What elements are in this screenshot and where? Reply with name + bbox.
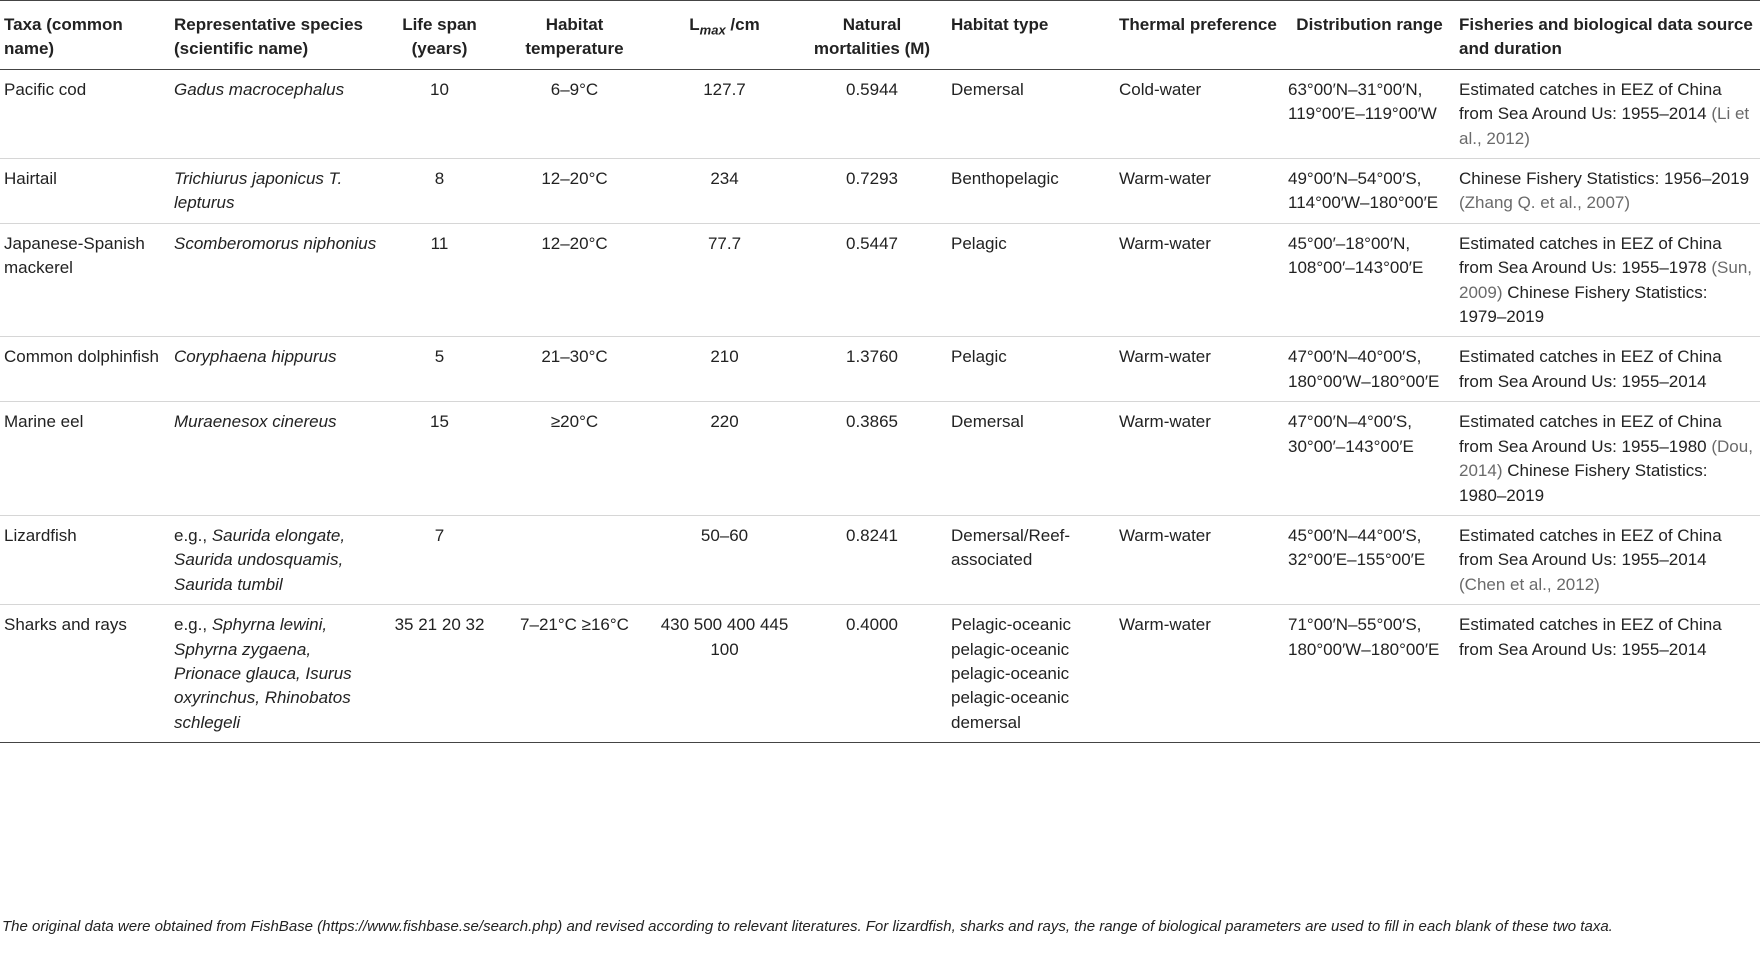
table-row: [0, 223, 1760, 337]
header-lmax: [652, 1, 797, 70]
table-row: [0, 515, 1760, 604]
cell-mortality: 0.5447: [846, 233, 898, 253]
cell-habitat: Pelagic: [951, 233, 1007, 253]
cell-distribution: 47°00′N–40°00′S, 180°00′W–180°00′E: [1288, 347, 1440, 391]
cell-lmax: 220: [710, 412, 739, 432]
cell-temperature: 7–21°C ≥16°C: [520, 615, 629, 635]
source-text-after: Chinese Fishery Statistics: 1979–2019: [1459, 282, 1708, 327]
cell-species: [170, 515, 382, 604]
species-name: Coryphaena hippurus: [174, 347, 337, 367]
table-footnote: The original data were obtained from FishBase (https://www.fishbase.se/search.php) and revised according to relevant literatures. For lizardfish, sharks and rays, the range of biological parameters are used to fill in each blank of these two taxa.: [2, 918, 1613, 935]
species-name: Scomberomorus niphonius: [174, 233, 377, 253]
cell-taxa: Hairtail: [4, 169, 57, 189]
cell-temperature: 21–30°C: [541, 347, 608, 367]
cell-taxa: Marine eel: [4, 412, 84, 432]
header-temperature: Habitat temperature: [525, 15, 624, 59]
cell-source: [1455, 159, 1760, 224]
cell-mortality: 1.3760: [846, 347, 898, 367]
cell-species: [170, 402, 382, 516]
source-text: Estimated catches in EEZ of China from Sea Around Us: 1955–1980: [1459, 412, 1722, 456]
cell-distribution: 45°00′N–44°00′S, 32°00′E–155°00′E: [1288, 525, 1426, 570]
species-name: Gadus macrocephalus: [174, 79, 345, 99]
cell-taxa: Japanese-Spanish mackerel: [4, 233, 145, 278]
citation-link[interactable]: (Chen et al., 2012): [1459, 574, 1600, 594]
cell-distribution: 63°00′N–31°00′N, 119°00′E–119°00′W: [1288, 79, 1437, 124]
cell-species: [170, 159, 382, 224]
source-text: Estimated catches in EEZ of China from Sea Around Us: 1955–2014: [1459, 615, 1722, 659]
cell-lmax: 210: [710, 347, 739, 367]
cell-lmax: 50–60: [700, 525, 749, 545]
header-source: Fisheries and biological data source and duration: [1459, 15, 1753, 59]
species-name: Sphyrna lewini, Sphyrna zygaena, Prionace glauca, Isurus oxyrinchus, Rhinobatos schlegeli: [174, 615, 352, 732]
cell-lifespan: 7: [434, 525, 445, 545]
cell-lmax: 234: [710, 169, 739, 189]
source-text-after: Chinese Fishery Statistics: 1980–2019: [1459, 461, 1708, 505]
header-lmax-main: L: [689, 15, 700, 34]
cell-habitat: Demersal: [951, 79, 1024, 99]
species-name: Muraenesox cinereus: [174, 412, 337, 432]
species-prefix: e.g.,: [174, 615, 212, 635]
cell-habitat: Pelagic-oceanic pelagic-oceanic pelagic-oceanic pelagic-oceanic demersal: [951, 615, 1072, 732]
citation-link[interactable]: (Dou, 2014): [1459, 436, 1753, 481]
source-text: Estimated catches in EEZ of China from Sea Around Us: 1955–2014: [1459, 347, 1722, 391]
table-row: [0, 159, 1760, 224]
cell-thermal: Warm-water: [1119, 412, 1211, 432]
cell-species: [170, 223, 382, 337]
cell-taxa: Common dolphinfish: [4, 347, 159, 367]
cell-lifespan: 11: [430, 233, 449, 253]
cell-temperature: 6–9°C: [550, 79, 599, 99]
cell-mortality: 0.4000: [846, 615, 898, 635]
cell-lifespan: 10: [430, 79, 449, 99]
cell-source: [1455, 515, 1760, 604]
cell-lifespan: 35 21 20 32: [394, 615, 485, 635]
citation-link[interactable]: (Sun, 2009): [1459, 258, 1752, 302]
cell-temperature: ≥20°C: [550, 412, 599, 432]
cell-thermal: Warm-water: [1119, 169, 1211, 189]
cell-lifespan: 5: [434, 347, 445, 367]
cell-habitat: Demersal: [951, 412, 1024, 432]
cell-mortality: 0.8241: [846, 525, 898, 545]
header-lmax-unit: /cm: [725, 15, 760, 34]
cell-mortality: 0.3865: [846, 412, 898, 432]
cell-source: [1455, 223, 1760, 337]
header-habitat: Habitat type: [951, 15, 1049, 34]
cell-temperature: 12–20°C: [541, 233, 608, 253]
cell-taxa: Sharks and rays: [4, 615, 127, 635]
species-name: Trichiurus japonicus T. lepturus: [174, 169, 343, 213]
cell-habitat: Demersal/Reef-associated: [951, 525, 1071, 570]
cell-taxa: Lizardfish: [4, 525, 77, 545]
cell-species: [170, 605, 382, 743]
cell-source: [1455, 69, 1760, 158]
cell-mortality: 0.7293: [846, 169, 898, 189]
cell-thermal: Warm-water: [1119, 615, 1211, 635]
header-species: Representative species (scientific name): [174, 15, 363, 59]
cell-thermal: Warm-water: [1119, 525, 1211, 545]
cell-lmax: 430 500 400 445 100: [660, 615, 789, 659]
cell-distribution: 45°00′–18°00′N, 108°00′–143°00′E: [1288, 233, 1424, 278]
cell-lmax: 77.7: [707, 233, 742, 253]
cell-thermal: Warm-water: [1119, 233, 1211, 253]
header-mortality: Natural mortalities (M): [813, 15, 931, 59]
cell-mortality: 0.5944: [846, 79, 898, 99]
cell-habitat: Benthopelagic: [951, 169, 1059, 189]
source-text: Estimated catches in EEZ of China from Sea Around Us: 1955–2014: [1459, 525, 1722, 570]
source-text: Estimated catches in EEZ of China from Sea Around Us: 1955–1978: [1459, 233, 1722, 278]
cell-taxa: Pacific cod: [4, 79, 87, 99]
cell-lifespan: 8: [434, 169, 445, 189]
cell-temperature: 12–20°C: [541, 169, 608, 189]
cell-source: [1455, 402, 1760, 516]
table-row: [0, 337, 1760, 402]
cell-distribution: 47°00′N–4°00′S, 30°00′–143°00′E: [1288, 412, 1414, 456]
source-text: Chinese Fishery Statistics: 1956–2019: [1459, 169, 1750, 189]
table-row: [0, 69, 1760, 158]
header-distribution: Distribution range: [1296, 15, 1443, 34]
table-row: [0, 402, 1760, 516]
cell-thermal: Cold-water: [1119, 79, 1202, 99]
header-lifespan: Life span (years): [402, 15, 477, 59]
cell-temperature: [497, 515, 652, 604]
cell-thermal: Warm-water: [1119, 347, 1211, 367]
header-lmax-sub: max: [699, 22, 726, 38]
header-taxa: Taxa (common name): [4, 15, 123, 59]
cell-habitat: Pelagic: [951, 347, 1007, 367]
source-text: Estimated catches in EEZ of China from Sea Around Us: 1955–2014: [1459, 79, 1722, 124]
cell-lifespan: 15: [430, 412, 449, 432]
cell-source: [1455, 605, 1760, 743]
cell-distribution: 49°00′N–54°00′S, 114°00′W–180°00′E: [1288, 169, 1439, 213]
header-row: [0, 1, 1760, 70]
species-name: Saurida elongate, Saurida undosquamis, Saurida tumbil: [174, 525, 346, 594]
cell-lmax: 127.7: [703, 79, 746, 99]
citation-link[interactable]: (Li et al., 2012): [1459, 104, 1750, 148]
citation-link[interactable]: (Zhang Q. et al., 2007): [1459, 193, 1631, 213]
header-thermal: Thermal preference: [1119, 15, 1277, 34]
species-prefix: e.g.,: [174, 525, 212, 545]
cell-distribution: 71°00′N–55°00′S, 180°00′W–180°00′E: [1288, 615, 1440, 659]
table-row: [0, 605, 1760, 743]
cell-species: [170, 69, 382, 158]
cell-species: [170, 337, 382, 402]
cell-source: [1455, 337, 1760, 402]
